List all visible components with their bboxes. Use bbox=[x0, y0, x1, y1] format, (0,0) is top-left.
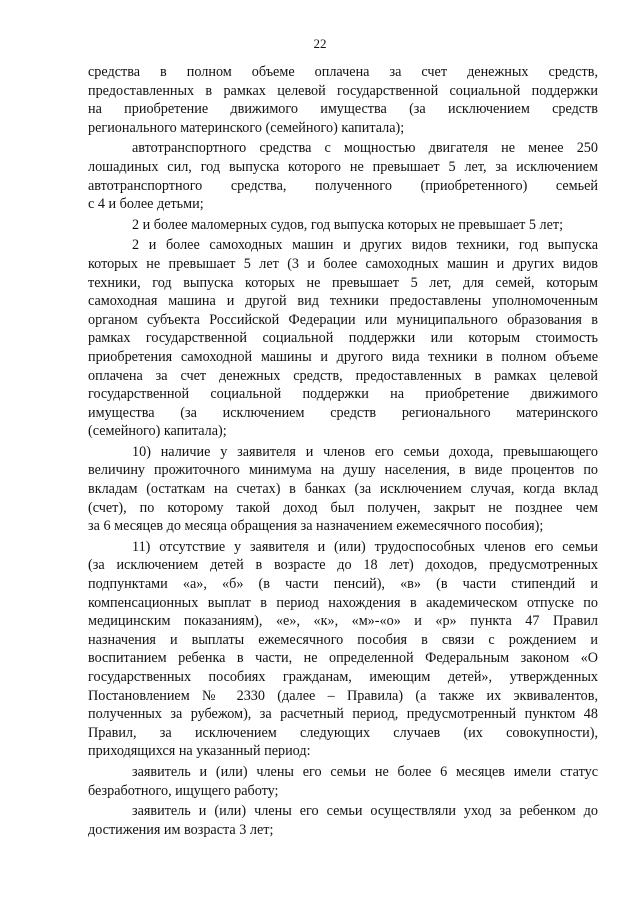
page-number: 22 bbox=[313, 36, 327, 51]
text-line: достижения им возраста 3 лет; bbox=[88, 821, 274, 838]
text-line: органом субъекта Российской Федерации или муниципального образования в bbox=[88, 311, 598, 328]
text-line: заявитель и (или) члены его семьи осуществляли уход за ребенком до bbox=[132, 803, 598, 820]
paragraph bbox=[88, 216, 598, 235]
text-line: автотранспортного средства, полученного (приобретенного) семьей bbox=[88, 177, 598, 194]
text-line: самоходная машина и другой вид техники предоставлены уполномоченным bbox=[88, 293, 598, 310]
text-line: которых не превышает 5 лет (3 и более самоходных машин и других видов bbox=[88, 255, 598, 272]
text-line: (семейного) капитала); bbox=[88, 423, 227, 440]
text-line: (счет), по которому такой доход был получен, закрыт не позднее чем bbox=[88, 499, 598, 516]
text-line: (за исключением детей в возрасте до 18 лет) доходов, предусмотренных bbox=[88, 557, 598, 574]
paragraph bbox=[88, 763, 598, 800]
text-line: заявитель и (или) члены его семьи не более 6 месяцев имели статус bbox=[132, 763, 598, 780]
text-line: предоставленных в рамках целевой государственной социальной поддержки bbox=[88, 82, 598, 99]
text-line: имущества (за исключением средств регионального материнского bbox=[88, 404, 598, 421]
text-line: Постановлением № 2330 (далее – Правила) (а также их эквивалентов, bbox=[88, 687, 598, 704]
text-line: оплачена за счет денежных средств, предоставленных в рамках целевой bbox=[88, 367, 598, 384]
text-line: 11) отсутствие у заявителя и (или) трудоспособных членов его семьи bbox=[132, 538, 598, 555]
text-line: с 4 и более детьми; bbox=[88, 196, 204, 213]
text-line: 2 и более самоходных машин и других видов техники, год выпуска bbox=[132, 237, 598, 254]
text-line: воспитанием ребенка в части, не определенной Федеральным законом «О bbox=[88, 650, 598, 667]
text-line: государственной социальной поддержки на приобретение движимого bbox=[88, 386, 598, 403]
text-line: техники, год выпуска которых не превышает 5 лет, для семей, которым bbox=[88, 274, 598, 291]
text-line: полученных за рубежом), за расчетный период, предусмотренный пунктом 48 bbox=[88, 706, 598, 723]
text-line: за 6 месяцев до месяца обращения за назначением ежемесячного пособия); bbox=[88, 518, 544, 535]
text-line: величину прожиточного минимума на душу населения, в виде процентов по bbox=[88, 462, 598, 479]
text-line: подпунктами «а», «б» (в части пенсий), «в» (в части стипендий и bbox=[88, 576, 598, 593]
document-body bbox=[88, 63, 598, 841]
text-line: назначения и выплаты ежемесячного пособия в связи с рождением и bbox=[88, 631, 598, 648]
paragraph bbox=[88, 443, 598, 536]
paragraph bbox=[88, 236, 598, 441]
text-line: автотранспортного средства с мощностью двигателя не менее 250 bbox=[132, 140, 598, 157]
text-line: безработного, ищущего работу; bbox=[88, 782, 279, 799]
text-line: приходящихся на указанный период: bbox=[88, 743, 311, 760]
paragraph bbox=[88, 63, 598, 137]
text-line: на приобретение движимого имущества (за исключением средств bbox=[88, 101, 598, 118]
text-line: медицинским показаниям), «е», «к», «м»-«о» и «р» пункта 47 Правил bbox=[88, 613, 598, 630]
text-line: приобретения самоходной машины и другого вида техники в полном объеме bbox=[88, 348, 598, 365]
text-line: 2 и более маломерных судов, год выпуска которых не превышает 5 лет; bbox=[132, 216, 564, 233]
text-line: Правил, за исключением следующих случаев (их совокупности), bbox=[88, 724, 598, 741]
text-line: государственных пособиях гражданам, имеющим детей», утвержденных bbox=[88, 669, 598, 685]
paragraph bbox=[88, 802, 598, 839]
text-line: средства в полном объеме оплачена за счет денежных средств, bbox=[88, 64, 598, 80]
text-line: 10) наличие у заявителя и членов его семьи дохода, превышающего bbox=[132, 443, 598, 460]
text-line: лошадиных сил, год выпуска которого не превышает 5 лет, за исключением bbox=[88, 158, 598, 175]
text-line: регионального материнского (семейного) капитала); bbox=[88, 119, 405, 136]
text-line: рамках государственной социальной поддержки или которым стоимость bbox=[88, 330, 598, 347]
paragraph bbox=[88, 538, 598, 761]
paragraph bbox=[88, 139, 598, 213]
text-line: компенсационных выплат в период нахождения в академическом отпуске по bbox=[88, 594, 598, 611]
text-line: вкладам (остаткам на счетах) в банках (за исключением случая, когда вклад bbox=[88, 481, 598, 498]
